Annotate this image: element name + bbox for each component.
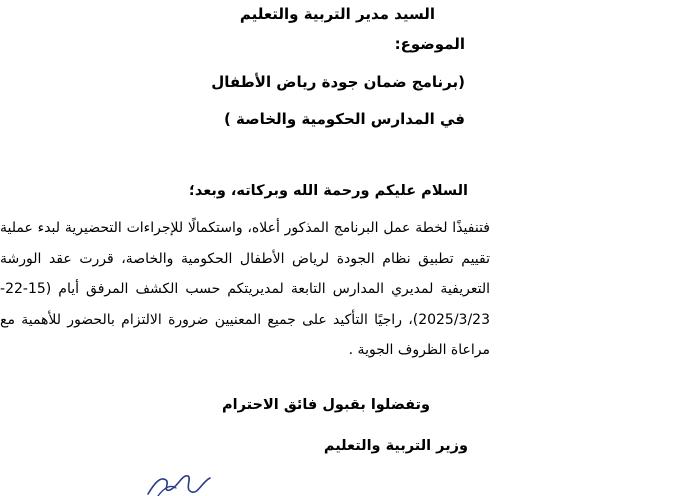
subject-line-1: (برنامج ضمان جودة رياض الأطفال [211,73,465,91]
signatory-title: وزير التربية والتعليم [323,438,468,454]
addressee: السيد مدير التربية والتعليم [239,5,435,23]
greeting: السلام عليكم ورحمة الله وبركاته، وبعد؛ [189,183,468,199]
subject-line-2: في المدارس الحكومية والخاصة ) [223,110,465,128]
closing: وتفضلوا بقبول فائق الاحترام [222,397,430,413]
signature-scribble [140,470,220,496]
letter-body-paragraph: فتنفيذًا لخطة عمل البرنامج المذكور أعلاه، واستكمالًا للإجراءات التحضيرية لبدء عملية تقييم تطبيق نظام الجودة لرياض الأطفال الحكومية والخاصة، قررت عقد الورشة التعريفية لمديري المدارس التابعة لمديريتكم حسب الكشف المرفق أيام (15-22-2025/3/23)، راجيًا التأكيد على جميع المعنيين ضرورة الالتزام بالحضور للأهمية مع مراعاة الظروف الجوية . [0,220,490,358]
letter-body [0,213,490,366]
subject-label: الموضوع: [394,35,465,53]
